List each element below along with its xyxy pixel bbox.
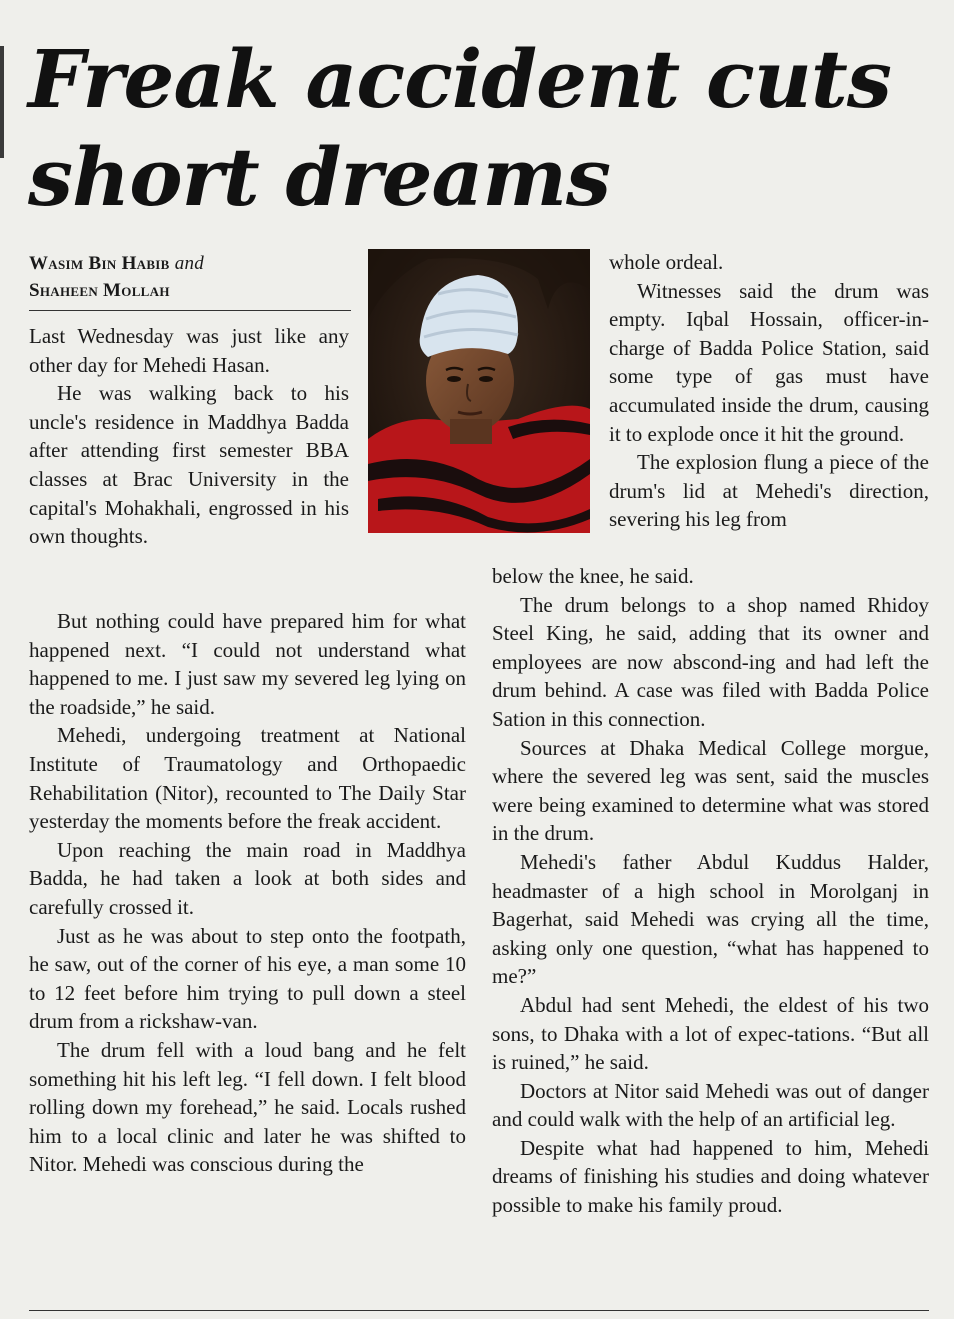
paragraph: Despite what had happened to him, Mehedi dreams of finishing his studies and doing whatever possible to make his family proud. [492,1135,929,1218]
article-column-1-bottom [29,607,466,1179]
paragraph: Last Wednesday was just like any other day for Mehedi Hasan. [29,324,349,377]
byline-author-1: Wasim Bin Habib [29,253,170,274]
headline-line-1: Freak accident cuts [28,32,891,126]
byline-divider [29,310,351,311]
paragraph: Sources at Dhaka Medical College morgue, where the severed leg was sent, said the muscles were being examined to determine what was stored in the drum. [492,735,929,846]
article-photo [368,249,590,533]
paragraph: Abdul had sent Mehedi, the eldest of his two sons, to Dhaka with a lot of expec-tations. “But all is ruined,” he said. [492,992,929,1075]
paragraph: The explosion flung a piece of the drum's lid at Mehedi's direction, severing his leg from [609,450,929,532]
paragraph: The drum fell with a loud bang and he felt something hit his left leg. “I fell down. I felt blood rolling down my forehead,” he said. Locals rushed him to a local clinic and later he was shifted to Nitor. Mehedi was conscious during the [29,1037,466,1177]
injured-student-photo [368,249,590,533]
paragraph: Just as he was about to step onto the footpath, he saw, out of the corner of his eye, a man some 10 to 12 feet before him trying to pull down a steel drum from a rickshaw-van. [29,923,466,1034]
headline [28,30,938,226]
paragraph: But nothing could have prepared him for what happened next. “I could not understand what happened to me. I just saw my severed leg lying on the roadside,” he said. [29,609,466,719]
left-column-rule [0,46,4,158]
byline-author-2: Shaheen Mollah [29,280,170,301]
paragraph: Mehedi's father Abdul Kuddus Halder, headmaster of a high school in Morolganj in Bagerhat, said Mehedi was crying all the time, asking only one question, “what has happened to me?” [492,849,929,989]
paragraph: Witnesses said the drum was empty. Iqbal Hossain, officer-in-charge of Badda Police Station, said some type of gas must have accumulated inside the drum, causing it to explode once it hit the ground. [609,278,929,446]
headline-line-2: short dreams [28,130,611,224]
article-column-2-top [609,248,929,534]
paragraph: whole ordeal. [609,250,724,274]
article-column-2-bottom [492,562,929,1220]
byline [29,250,351,304]
paragraph: He was walking back to his uncle's residence in Maddhya Badda after attending first semester BBA classes at Brac University in the capital's Mohakhali, engrossed in his own thoughts. [29,381,349,549]
paragraph: below the knee, he said. [492,564,694,588]
bottom-divider [29,1310,929,1311]
paragraph: Doctors at Nitor said Mehedi was out of danger and could walk with the help of an artificial leg. [492,1078,929,1132]
byline-and: and [174,253,205,274]
paragraph: Mehedi, undergoing treatment at National Institute of Traumatology and Orthopaedic Rehabilitation (Nitor), recounted to The Daily Star yesterday the moments before the freak accident. [29,723,466,834]
paragraph: The drum belongs to a shop named Rhidoy Steel King, he said, adding that its owner and employees are now abscond-ing and had left the drum behind. A case was filed with Badda Police Sation in this connection. [492,592,929,731]
article-column-1-top [29,322,349,551]
paragraph: Upon reaching the main road in Maddhya Badda, he had taken a look at both sides and carefully crossed it. [29,837,466,919]
